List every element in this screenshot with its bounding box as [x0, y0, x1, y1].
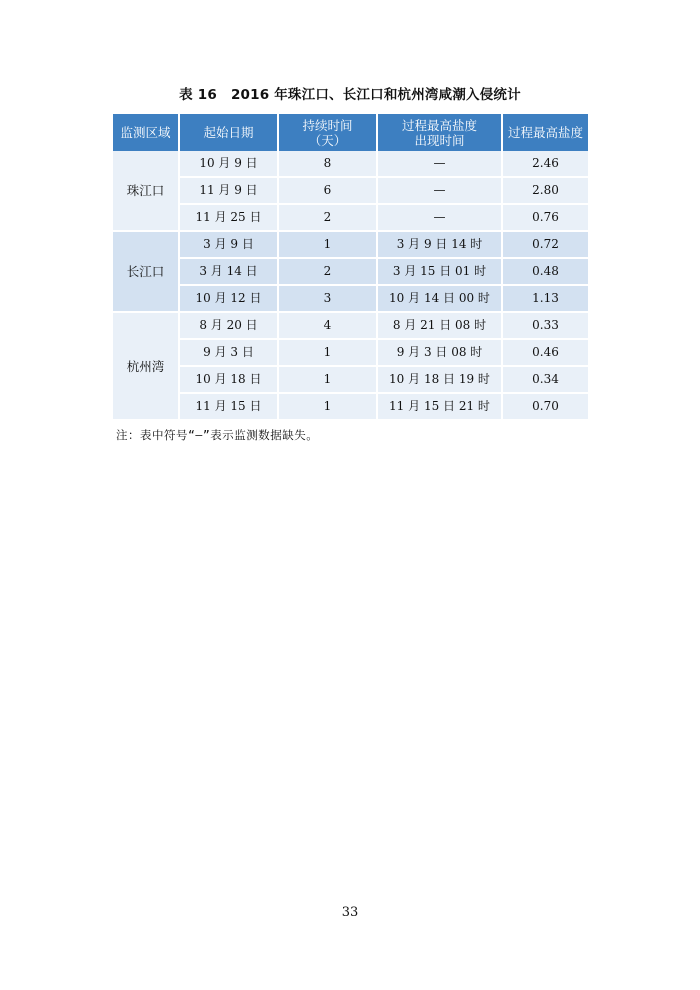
header-peak-time — [377, 114, 502, 151]
peak-salinity-cell: 0.34 — [502, 366, 588, 393]
region-cell: 长江口 — [113, 231, 179, 312]
peak-time-cell: 9 月 3 日 08 时 — [377, 339, 502, 366]
group-zhujiangkou — [113, 151, 588, 231]
region-cell: 珠江口 — [113, 151, 179, 231]
duration-cell: 8 — [278, 151, 377, 177]
start-date-cell: 11 月 25 日 — [179, 204, 278, 231]
table-row — [113, 393, 588, 420]
table-row — [113, 258, 588, 285]
peak-time-cell: 11 月 15 日 21 时 — [377, 393, 502, 420]
start-date-cell: 11 月 9 日 — [179, 177, 278, 204]
start-date-cell: 10 月 18 日 — [179, 366, 278, 393]
start-date-cell: 3 月 14 日 — [179, 258, 278, 285]
peak-salinity-cell: 0.46 — [502, 339, 588, 366]
peak-salinity-cell: 0.48 — [502, 258, 588, 285]
peak-salinity-cell: 1.13 — [502, 285, 588, 312]
start-date-cell: 11 月 15 日 — [179, 393, 278, 420]
peak-time-cell: 3 月 9 日 14 时 — [377, 231, 502, 258]
table-row — [113, 151, 588, 177]
table-title: 2016 年珠江口、长江口和杭州湾咸潮入侵统计 — [230, 87, 521, 103]
duration-cell: 2 — [278, 258, 377, 285]
header-peak-salinity: 过程最高盐度 — [502, 114, 588, 151]
table-row — [113, 285, 588, 312]
peak-time-cell: — — [377, 151, 502, 177]
table-row — [113, 177, 588, 204]
header-duration-line1: 持续时间 — [302, 117, 353, 133]
duration-cell: 6 — [278, 177, 377, 204]
page-number: 33 — [341, 905, 359, 920]
start-date-cell: 10 月 9 日 — [179, 151, 278, 177]
peak-time-cell: — — [377, 204, 502, 231]
peak-time-cell: 8 月 21 日 08 时 — [377, 312, 502, 339]
duration-cell: 2 — [278, 204, 377, 231]
peak-salinity-cell: 0.76 — [502, 204, 588, 231]
header-start-date: 起始日期 — [179, 114, 278, 151]
table-row — [113, 366, 588, 393]
group-hangzhouwan — [113, 312, 588, 420]
duration-cell: 1 — [278, 366, 377, 393]
peak-salinity-cell: 0.70 — [502, 393, 588, 420]
peak-salinity-cell: 0.33 — [502, 312, 588, 339]
table-row — [113, 231, 588, 258]
duration-cell: 1 — [278, 231, 377, 258]
start-date-cell: 10 月 12 日 — [179, 285, 278, 312]
start-date-cell: 3 月 9 日 — [179, 231, 278, 258]
peak-time-cell: 3 月 15 日 01 时 — [377, 258, 502, 285]
start-date-cell: 9 月 3 日 — [179, 339, 278, 366]
start-date-cell: 8 月 20 日 — [179, 312, 278, 339]
duration-cell: 3 — [278, 285, 377, 312]
salt-intrusion-table — [113, 114, 588, 421]
duration-cell: 1 — [278, 393, 377, 420]
peak-salinity-cell: 2.46 — [502, 151, 588, 177]
duration-cell: 4 — [278, 312, 377, 339]
peak-time-cell: — — [377, 177, 502, 204]
header-region: 监测区域 — [113, 114, 179, 151]
header-peak-time-line2: 出现时间 — [414, 132, 465, 148]
peak-salinity-cell: 2.80 — [502, 177, 588, 204]
table-note: 注：表中符号“—”表示监测数据缺失。 — [116, 428, 319, 442]
group-changjiangkou — [113, 231, 588, 312]
header-duration — [278, 114, 377, 151]
duration-cell: 1 — [278, 339, 377, 366]
peak-salinity-cell: 0.72 — [502, 231, 588, 258]
table-row — [113, 312, 588, 339]
region-cell: 杭州湾 — [113, 312, 179, 420]
table-caption — [0, 83, 700, 103]
table-row — [113, 204, 588, 231]
header-peak-time-line1: 过程最高盐度 — [401, 117, 477, 133]
table-number: 表 16 — [179, 87, 217, 103]
peak-time-cell: 10 月 14 日 00 时 — [377, 285, 502, 312]
table-row — [113, 339, 588, 366]
peak-time-cell: 10 月 18 日 19 时 — [377, 366, 502, 393]
header-duration-line2: （天） — [308, 132, 347, 148]
table-header — [113, 114, 588, 151]
